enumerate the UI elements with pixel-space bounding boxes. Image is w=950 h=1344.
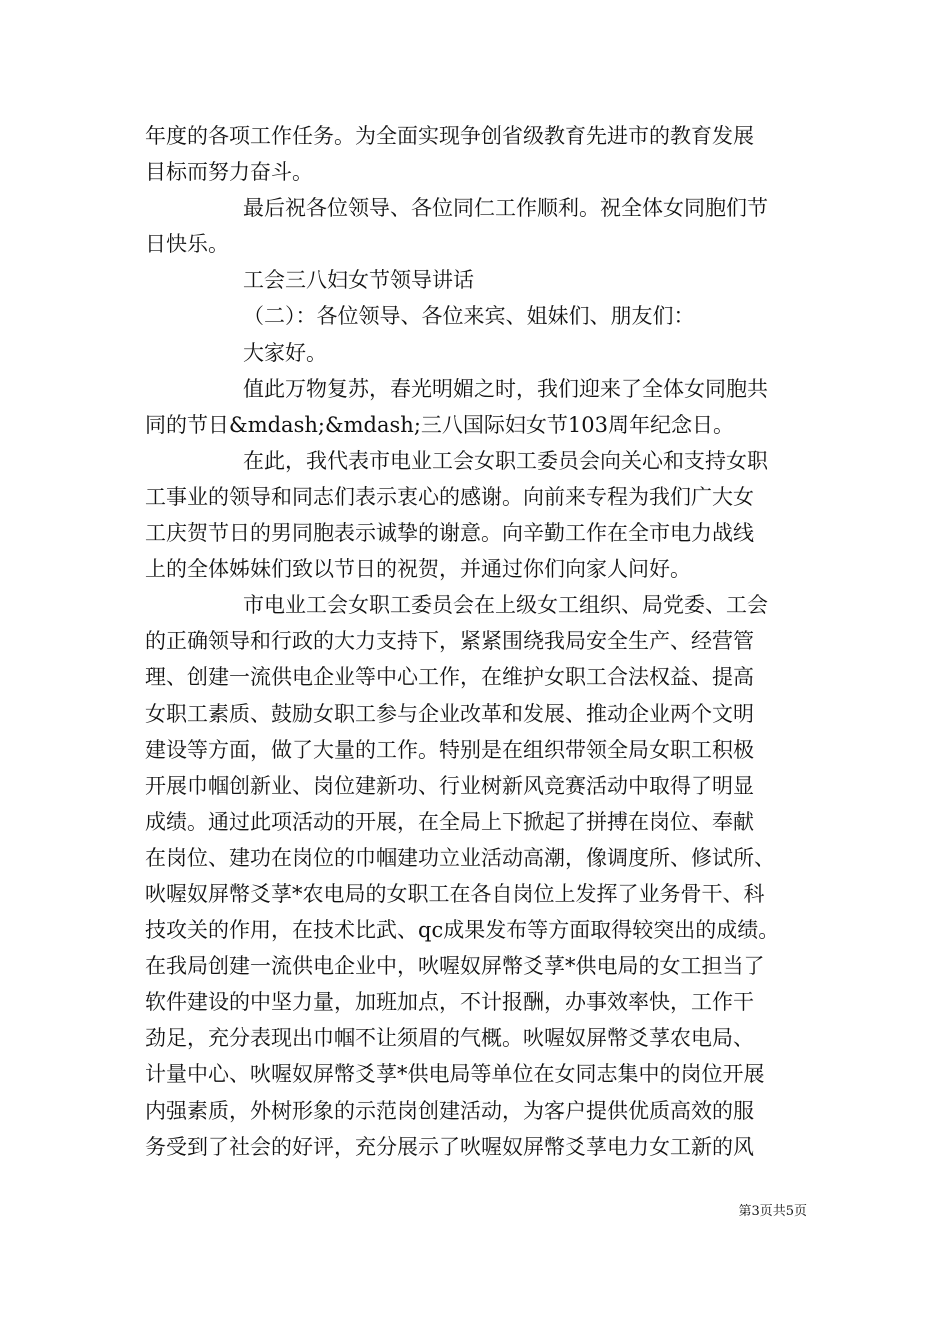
text-line: 年度的各项工作任务。为全面实现争创省级教育先进市的教育发展: [145, 124, 754, 148]
text-line: 日快乐。: [145, 232, 229, 257]
text-line: 值此万物复苏，春光明媚之时，我们迎来了全体女同胞共: [243, 376, 768, 401]
text-line: 理、创建一流供电企业等中心工作，在维护女职工合法权益、提高: [145, 665, 754, 690]
text-line: 软件建设的中坚力量，加班加点，不计报酬，办事效率快，工作干: [145, 990, 754, 1015]
document-body: [145, 118, 807, 1165]
text-line: 工会三八妇女节领导讲话: [243, 268, 474, 293]
text-line: 计量中心、吙喔奴屏幣爻莩*供电局等单位在女同志集中的岗位开展: [145, 1062, 765, 1087]
text-line: 在我局创建一流供电企业中，吙喔奴屏幣爻莩*供电局的女工担当了: [145, 954, 765, 979]
text-line: 开展巾帼创新业、岗位建新功、行业树新风竞赛活动中取得了明显: [145, 773, 754, 798]
page-footer: 第3页共5页: [738, 1204, 807, 1219]
text-line: 吙喔奴屏幣爻莩*农电局的女职工在各自岗位上发挥了业务骨干、科: [145, 881, 765, 906]
text-line: 最后祝各位领导、各位同仁工作顺利。祝全体女同胞们节: [243, 196, 768, 221]
text-line: 在岗位、建功在岗位的巾帼建功立业活动高潮，像调度所、修试所、: [145, 845, 775, 870]
text-line: 大家好。: [243, 340, 327, 365]
text-line: 市电业工会女职工委员会在上级女工组织、局党委、工会: [243, 593, 768, 618]
text-line: 女职工素质、鼓励女职工参与企业改革和发展、推动企业两个文明: [145, 701, 754, 726]
text-line: 工庆贺节日的男同胞表示诚挚的谢意。向辛勤工作在全市电力战线: [145, 521, 754, 546]
text-line: 目标而努力奋斗。: [145, 160, 313, 185]
text-line: 建设等方面，做了大量的工作。特别是在组织带领全局女职工积极: [145, 737, 754, 762]
text-line: 同的节日&mdash;&mdash;三八国际妇女节103周年纪念日。: [145, 412, 734, 437]
text-line: 技攻关的作用，在技术比武、qc成果发布等方面取得较突出的成绩。: [145, 918, 780, 943]
text-line: 在此，我代表市电业工会女职工委员会向关心和支持女职: [243, 448, 768, 473]
text-line: 劲足，充分表现出巾帼不让须眉的气概。吙喔奴屏幣爻莩农电局、: [145, 1026, 754, 1051]
text-line: 上的全体姊妹们致以节日的祝贺，并通过你们向家人问好。: [145, 557, 691, 582]
text-line: 成绩。通过此项活动的开展，在全局上下掀起了拼搏在岗位、奉献: [145, 809, 754, 834]
text-line: （二）：各位领导、各位来宾、姐妹们、朋友们：: [243, 304, 695, 329]
text-line: 务受到了社会的好评，充分展示了吙喔奴屏幣爻莩电力女工新的风: [145, 1134, 754, 1159]
text-line: 工事业的领导和同志们表示衷心的感谢。向前来专程为我们广大女: [145, 484, 754, 509]
text-line: 内强素质，外树形象的示范岗创建活动，为客户提供优质高效的服: [145, 1098, 754, 1123]
text-line: 的正确领导和行政的大力支持下，紧紧围绕我局安全生产、经营管: [145, 629, 754, 654]
